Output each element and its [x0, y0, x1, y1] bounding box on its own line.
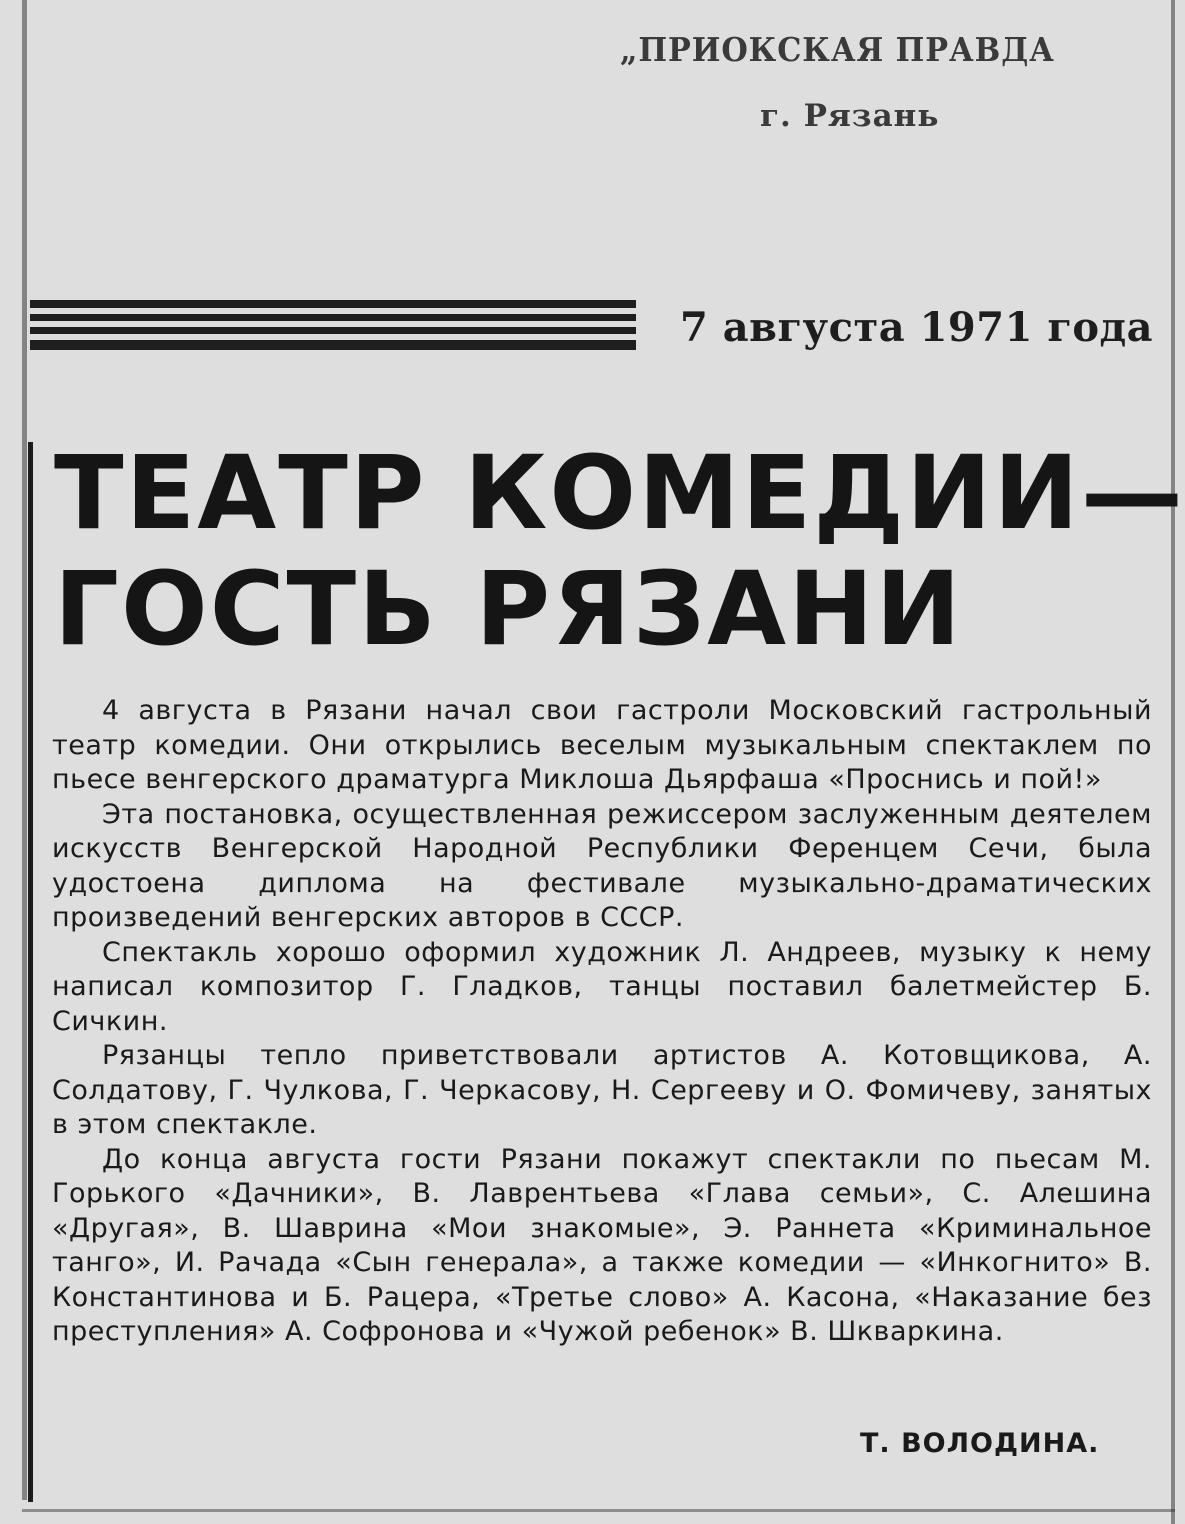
article-body [52, 694, 1152, 1350]
article-paragraph: До конца августа гости Рязани покажут спектакли по пьесам М. Горького «Дачники», В. Лаврентьева «Глава семьи», С. Алешина «Другая», В. Шаврина «Мои знакомые», Э. Раннета «Криминальное танго», И. Рачада «Сын генерала», а также комедии — «Инкогнито» В. Константинова и Б. Рацера, «Третье слово» А. Касона, «Наказание без преступления» А. Софронова и «Чужой ребенок» В. Шкваркина. [52, 1143, 1152, 1347]
publication-date: 7 августа 1971 года [680, 304, 1154, 351]
decorative-rule [30, 300, 636, 352]
headline [54, 436, 1185, 668]
city-stamp: г. Рязань [760, 98, 940, 134]
article-paragraph: Рязанцы тепло приветствовали артистов А. Котовщикова, А. Солдатову, Г. Чулкова, Г. Черкасову, Н. Сергееву и О. Фомичеву, занятых в этом спектакле. [52, 1040, 1152, 1140]
clipping-left-edge [22, 0, 27, 1500]
article-paragraph: 4 августа в Рязани начал свои гастроли Московский гастрольный театр комедии. Они открылись веселым музыкальным спектаклем по пьесе венгерского драматурга Миклоша Дьярфаша «Проснись и пой!» [52, 695, 1152, 795]
newspaper-name-stamp: „ПРИОКСКАЯ ПРАВДА [619, 30, 1055, 69]
article-paragraph: Эта постановка, осуществленная режиссером заслуженным деятелем искусств Венгерской Народной Республики Ференцем Сечи, была удостоена диплома на фестивале музыкально-драматических произведений венгерских авторов в СССР. [52, 798, 1152, 933]
clipping-bottom-edge [22, 1509, 1175, 1512]
headline-line-1: ТЕАТР КОМЕДИИ— [54, 434, 1185, 553]
headline-bar [28, 442, 33, 1502]
headline-line-2: ГОСТЬ РЯЗАНИ [54, 550, 963, 669]
article-paragraph: Спектакль хорошо оформил художник Л. Андреев, музыку к нему написал композитор Г. Гладков, танцы поставил балетмейстер Б. Сичкин. [52, 936, 1152, 1037]
clipping-right-edge [1171, 0, 1175, 1524]
author-signature: Т. ВОЛОДИНА. [860, 1428, 1100, 1459]
